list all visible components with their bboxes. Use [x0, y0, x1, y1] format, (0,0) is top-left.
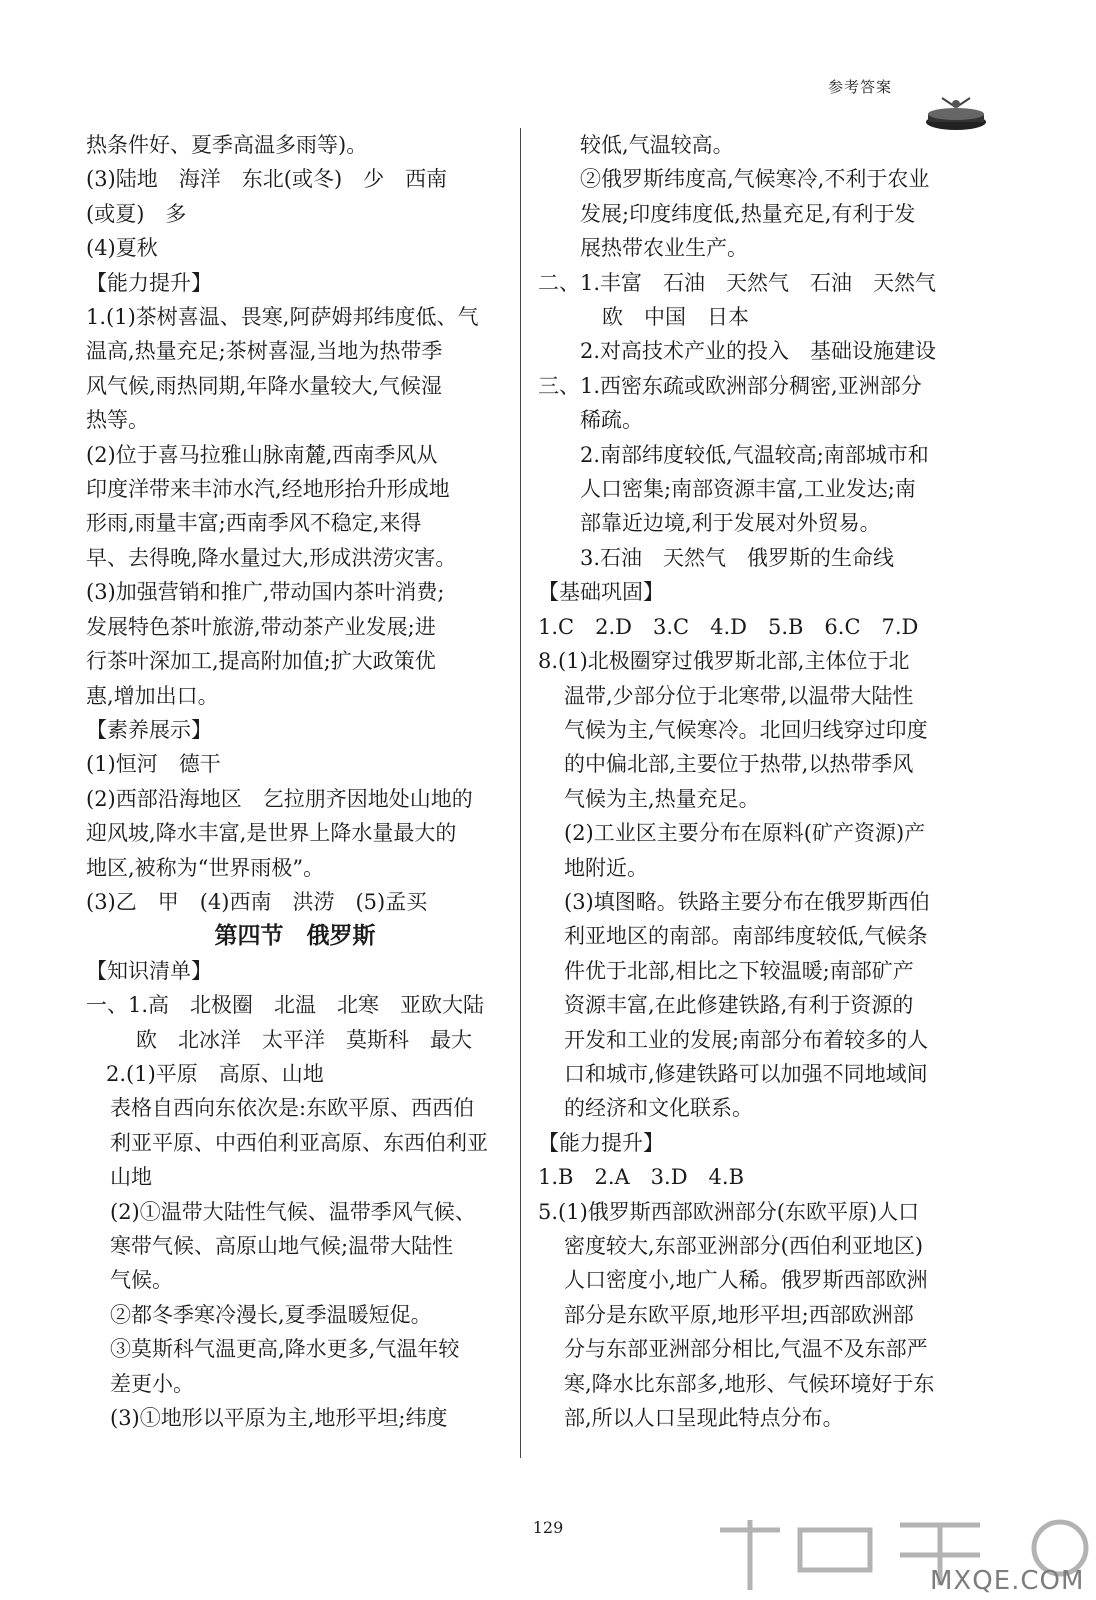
- text-line: ②都冬季寒冷漫长,夏季温暖短促。: [110, 1302, 432, 1327]
- text-line: 利亚平原、中西伯利亚高原、东西伯利亚: [110, 1130, 488, 1155]
- text-line: 发展特色茶叶旅游,带动茶产业发展;进: [86, 614, 436, 639]
- text-line: 三、1.西密东疏或欧洲部分稠密,亚洲部分: [538, 373, 922, 398]
- text-line: 热条件好、夏季高温多雨等)。: [86, 133, 368, 157]
- running-header: 参考答案: [828, 78, 893, 96]
- text-line: ③莫斯科气温更高,降水更多,气温年较: [110, 1337, 460, 1362]
- text-line: 利亚地区的南部。南部纬度较低,气候条: [564, 924, 928, 949]
- watermark-text: MXQE.COM: [930, 1566, 1085, 1596]
- page-number: 129: [532, 1518, 564, 1537]
- text-line: 5.(1)俄罗斯西部欧洲部分(东欧平原)人口: [538, 1199, 920, 1224]
- text-line: 惠,增加出口。: [86, 683, 219, 708]
- text-line: 的中偏北部,主要位于热带,以热带季风: [564, 752, 914, 777]
- text-line: 开发和工业的发展;南部分布着较多的人: [564, 1027, 929, 1052]
- text-line: (1)恒河 德干: [86, 752, 221, 777]
- text-line: (2)西部沿海地区 乞拉朋齐因地处山地的: [86, 786, 473, 811]
- text-line: 发展;印度纬度低,热量充足,有利于发: [580, 201, 916, 226]
- text-line: (2)①温带大陆性气候、温带季风气候、: [110, 1199, 476, 1224]
- text-line: (或夏) 多: [86, 201, 187, 226]
- text-line: 表格自西向东依次是:东欧平原、西西伯: [110, 1096, 475, 1121]
- text-line: 资源丰富,在此修建铁路,有利于资源的: [564, 993, 914, 1018]
- text-line: 【基础巩固】: [538, 580, 664, 605]
- text-line: 差更小。: [110, 1371, 194, 1396]
- text-line: 气候为主,气候寒冷。北回归线穿过印度: [564, 717, 928, 742]
- text-line: 气候为主,热量充足。: [564, 786, 760, 811]
- text-line: 口和城市,修建铁路可以加强不同地域间: [564, 1061, 928, 1086]
- text-line: 迎风坡,降水丰富,是世界上降水量最大的: [86, 821, 457, 846]
- text-line: 寒,降水比东部多,地形、气候环境好于东: [564, 1371, 935, 1396]
- text-line: 早、去得晚,降水量过大,形成洪涝灾害。: [86, 545, 457, 570]
- text-line: 欧 中国 日本: [602, 305, 749, 330]
- text-line: (2)位于喜马拉雅山脉南麓,西南季风从: [86, 442, 438, 467]
- text-line: 3.石油 天然气 俄罗斯的生命线: [580, 545, 895, 570]
- text-line: 热等。: [86, 408, 149, 433]
- text-line: 密度较大,东部亚洲部分(西伯利亚地区): [564, 1234, 924, 1258]
- text-line: 稀疏。: [580, 408, 643, 433]
- text-line: 分与东部亚洲部分相比,气温不及东部严: [564, 1337, 928, 1362]
- text-line: 一、1.高 北极圈 北温 北寒 亚欧大陆: [86, 993, 485, 1018]
- text-line: 地附近。: [564, 855, 648, 880]
- text-line: (4)夏秋: [86, 236, 158, 261]
- text-line: 1.(1)茶树喜温、畏寒,阿萨姆邦纬度低、气: [86, 305, 479, 330]
- column-divider: [520, 128, 521, 1458]
- text-line: 展热带农业生产。: [580, 236, 748, 261]
- text-line: 人口密集;南部资源丰富,工业发达;南: [580, 477, 916, 502]
- section-title: 第四节 俄罗斯: [214, 922, 376, 950]
- text-line: 较低,气温较高。: [580, 133, 734, 157]
- text-line: 【能力提升】: [538, 1130, 664, 1155]
- text-line: 山地: [110, 1165, 152, 1190]
- text-line: 风气候,雨热同期,年降水量较大,气候湿: [86, 373, 443, 398]
- text-line: 人口密度小,地广人稀。俄罗斯西部欧洲: [564, 1268, 928, 1293]
- text-line: 2.(1)平原 高原、山地: [106, 1061, 324, 1086]
- text-line: 部分是东欧平原,地形平坦;西部欧洲部: [564, 1302, 914, 1327]
- text-line: 二、1.丰富 石油 天然气 石油 天然气: [538, 270, 937, 295]
- text-line: 2.南部纬度较低,气温较高;南部城市和: [580, 442, 929, 467]
- text-line: 地区,被称为“世界雨极”。: [86, 855, 325, 880]
- text-line: 8.(1)北极圈穿过俄罗斯北部,主体位于北: [538, 649, 910, 674]
- text-line: 的经济和文化联系。: [564, 1096, 753, 1121]
- text-line: 【知识清单】: [86, 958, 212, 983]
- text-line: 【素养展示】: [86, 717, 212, 742]
- text-line: 温带,少部分位于北寒带,以温带大陆性: [564, 683, 914, 708]
- header-logo-icon: [924, 92, 988, 132]
- text-line: (3)①地形以平原为主,地形平坦;纬度: [110, 1406, 448, 1431]
- right-column: [538, 128, 998, 1435]
- text-line: 部靠近边境,利于发展对外贸易。: [580, 511, 881, 536]
- text-line: 部,所以人口呈现此特点分布。: [564, 1406, 844, 1431]
- text-line: (3)加强营销和推广,带动国内茶叶消费;: [86, 580, 445, 605]
- text-line: 气候。: [110, 1268, 173, 1293]
- text-line: (3)填图略。铁路主要分布在俄罗斯西伯: [564, 889, 930, 914]
- text-line: 【能力提升】: [86, 270, 212, 295]
- text-line: 1.C 2.D 3.C 4.D 5.B 6.C 7.D: [538, 614, 919, 639]
- text-line: 1.B 2.A 3.D 4.B: [538, 1165, 745, 1190]
- text-line: 形雨,雨量丰富;西南季风不稳定,来得: [86, 511, 422, 536]
- text-line: 欧 北冰洋 太平洋 莫斯科 最大: [136, 1027, 472, 1052]
- text-line: 件优于北部,相比之下较温暖;南部矿产: [564, 958, 914, 983]
- text-line: (3)乙 甲 (4)西南 洪涝 (5)孟买: [86, 889, 428, 914]
- text-line: 2.对高技术产业的投入 基础设施建设: [580, 339, 937, 364]
- text-line: 温高,热量充足;茶树喜湿,当地为热带季: [86, 339, 443, 364]
- text-line: ②俄罗斯纬度高,气候寒冷,不利于农业: [580, 167, 930, 192]
- text-line: 印度洋带来丰沛水汽,经地形抬升形成地: [86, 477, 450, 502]
- text-line: 行茶叶深加工,提高附加值;扩大政策优: [86, 649, 436, 674]
- left-column: [86, 128, 504, 1435]
- text-line: 寒带气候、高原山地气候;温带大陆性: [110, 1234, 454, 1258]
- text-line: (2)工业区主要分布在原料(矿产资源)产: [564, 821, 926, 846]
- text-line: (3)陆地 海洋 东北(或冬) 少 西南: [86, 167, 448, 192]
